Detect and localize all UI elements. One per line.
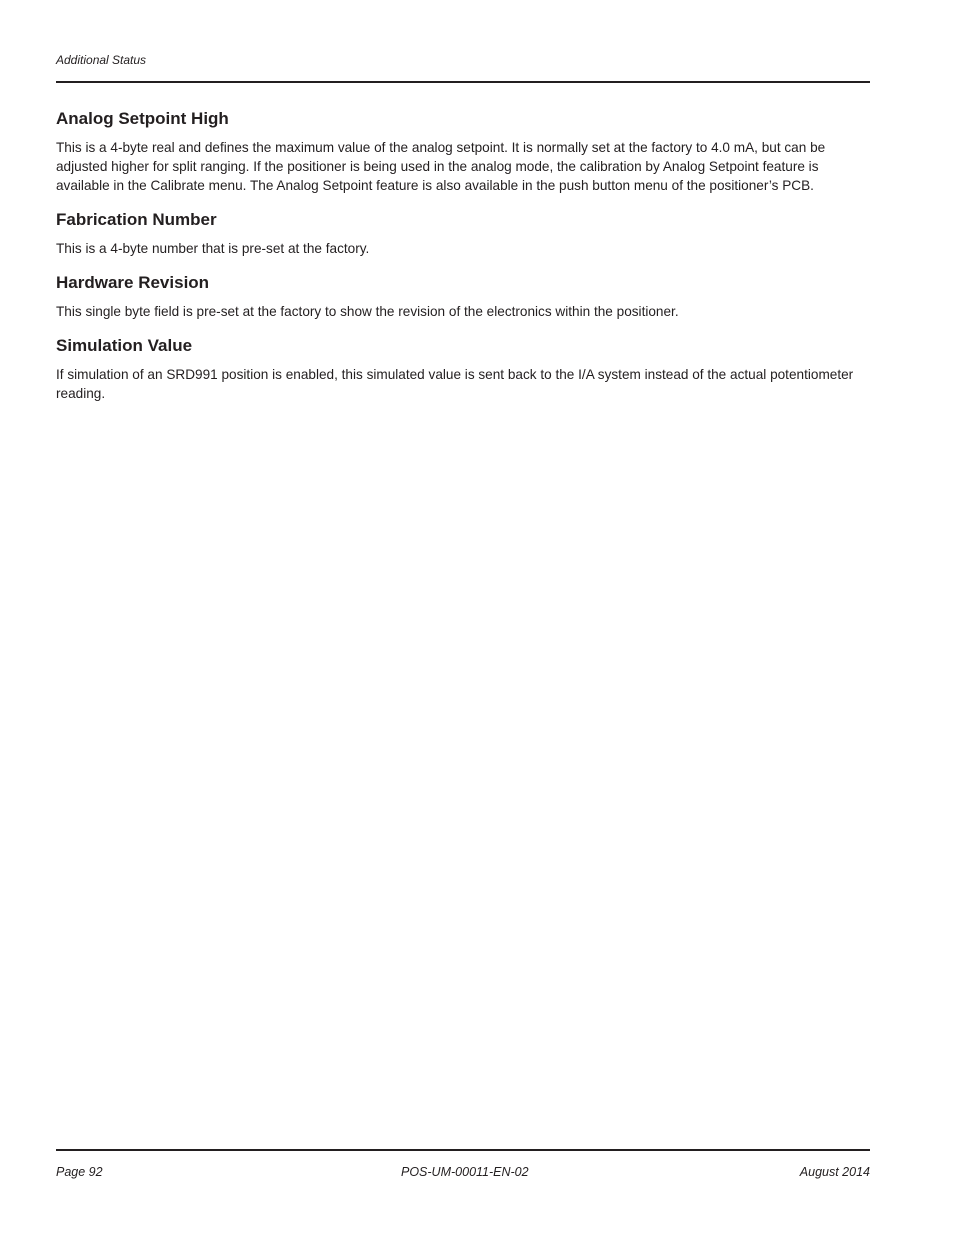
- section-heading: Simulation Value: [56, 336, 193, 355]
- section-body: If simulation of an SRD991 position is enabled, this simulated value is sent back to the I/A system instead of the actual potentiometer reading.: [56, 367, 854, 401]
- section-fabrication-number: [56, 209, 862, 258]
- section-heading: Hardware Revision: [56, 273, 210, 292]
- document-id: POS-UM-00011-EN-02: [401, 1165, 529, 1179]
- section-body: This is a 4-byte number that is pre-set at the factory.: [56, 241, 370, 256]
- page-content: [56, 108, 862, 417]
- section-body: This is a 4-byte real and defines the maximum value of the analog setpoint. It is normally set at the factory to 4.0 mA, but can be adjusted higher for split ranging. If the positioner is being used in the analog mode, the calibration by Analog Setpoint feature is available in the Calibrate menu. The Analog Setpoint feature is also available in the push button menu of the positioner’s PCB.: [56, 140, 826, 193]
- publication-date: August 2014: [799, 1165, 870, 1179]
- running-header: Additional Status: [56, 53, 147, 67]
- header-rule: [56, 81, 870, 83]
- section-hardware-revision: [56, 272, 862, 321]
- footer-rule: [56, 1149, 870, 1151]
- section-simulation-value: [56, 335, 862, 403]
- section-analog-setpoint-high: [56, 108, 862, 195]
- page-number: Page 92: [56, 1165, 103, 1179]
- section-heading: Fabrication Number: [56, 210, 217, 229]
- section-heading: Analog Setpoint High: [56, 109, 229, 128]
- section-body: This single byte field is pre-set at the factory to show the revision of the electronics within the positioner.: [56, 304, 679, 319]
